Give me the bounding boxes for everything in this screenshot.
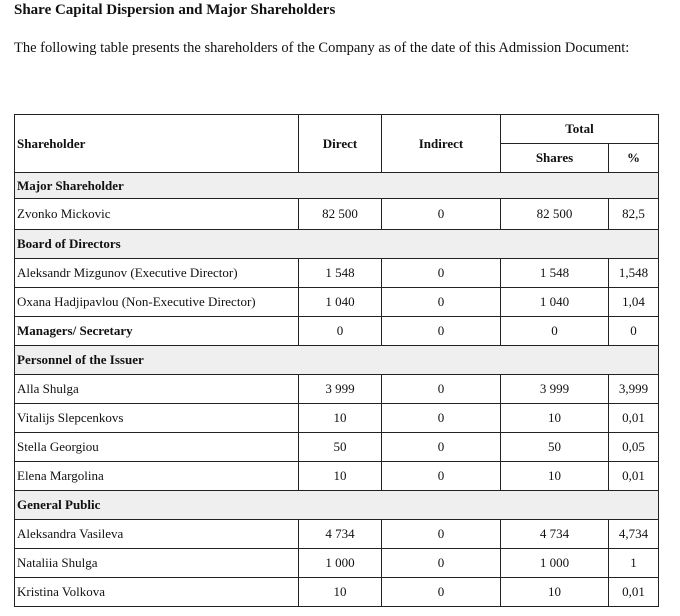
cell-name: Kristina Volkova <box>15 578 299 607</box>
cell-direct: 10 <box>299 578 382 607</box>
section-personnel-label: Personnel of the Issuer <box>15 346 659 375</box>
table-row <box>15 433 659 462</box>
cell-indirect: 0 <box>382 549 501 578</box>
cell-direct: 10 <box>299 462 382 491</box>
cell-percent: 0,01 <box>609 404 659 433</box>
cell-indirect: 0 <box>382 578 501 607</box>
cell-direct: 50 <box>299 433 382 462</box>
cell-direct: 4 734 <box>299 520 382 549</box>
cell-shares: 1 000 <box>501 549 609 578</box>
table-row <box>15 520 659 549</box>
cell-indirect: 0 <box>382 375 501 404</box>
cell-direct: 3 999 <box>299 375 382 404</box>
table-row <box>15 259 659 288</box>
cell-indirect: 0 <box>382 288 501 317</box>
intro-paragraph: The following table presents the shareholders of the Company as of the date of this Admission Document: <box>14 40 630 56</box>
cell-percent: 82,5 <box>609 199 659 230</box>
header-indirect: Indirect <box>382 115 501 173</box>
cell-indirect: 0 <box>382 404 501 433</box>
section-row <box>15 230 659 259</box>
section-row <box>15 173 659 199</box>
cell-name: Stella Georgiou <box>15 433 299 462</box>
cell-shares: 0 <box>501 317 609 346</box>
header-total: Total <box>501 115 659 144</box>
cell-indirect: 0 <box>382 433 501 462</box>
cell-percent: 0,01 <box>609 462 659 491</box>
cell-name: Oxana Hadjipavlou (Non-Executive Director) <box>15 288 299 317</box>
cell-name: Nataliia Shulga <box>15 549 299 578</box>
section-major-label: Major Shareholder <box>15 173 659 199</box>
section-public-label: General Public <box>15 491 659 520</box>
cell-direct: 1 040 <box>299 288 382 317</box>
header-percent: % <box>609 144 659 173</box>
header-direct: Direct <box>299 115 382 173</box>
cell-direct: 1 000 <box>299 549 382 578</box>
cell-indirect: 0 <box>382 462 501 491</box>
cell-name: Aleksandr Mizgunov (Executive Director) <box>15 259 299 288</box>
cell-percent: 4,734 <box>609 520 659 549</box>
cell-percent: 0 <box>609 317 659 346</box>
cell-name: Alla Shulga <box>15 375 299 404</box>
cell-percent: 0,05 <box>609 433 659 462</box>
cell-percent: 1 <box>609 549 659 578</box>
cell-direct: 10 <box>299 404 382 433</box>
cell-percent: 0,01 <box>609 578 659 607</box>
shareholders-table <box>14 114 659 607</box>
cell-shares: 82 500 <box>501 199 609 230</box>
cell-direct: 1 548 <box>299 259 382 288</box>
header-shareholder: Shareholder <box>15 115 299 173</box>
cell-shares: 10 <box>501 462 609 491</box>
header-shares: Shares <box>501 144 609 173</box>
cell-shares: 4 734 <box>501 520 609 549</box>
section-heading: Share Capital Dispersion and Major Shareholders <box>14 2 336 18</box>
table-row <box>15 317 659 346</box>
cell-percent: 1,548 <box>609 259 659 288</box>
cell-shares: 50 <box>501 433 609 462</box>
cell-shares: 1 548 <box>501 259 609 288</box>
table-row <box>15 199 659 230</box>
cell-percent: 3,999 <box>609 375 659 404</box>
cell-direct: 0 <box>299 317 382 346</box>
cell-name: Managers/ Secretary <box>15 317 299 346</box>
table-row <box>15 288 659 317</box>
section-board-label: Board of Directors <box>15 230 659 259</box>
cell-shares: 10 <box>501 578 609 607</box>
section-row <box>15 346 659 375</box>
cell-name: Elena Margolina <box>15 462 299 491</box>
table-row <box>15 462 659 491</box>
cell-direct: 82 500 <box>299 199 382 230</box>
cell-name: Aleksandra Vasileva <box>15 520 299 549</box>
table-row <box>15 404 659 433</box>
table-row <box>15 549 659 578</box>
cell-indirect: 0 <box>382 199 501 230</box>
cell-shares: 10 <box>501 404 609 433</box>
cell-shares: 3 999 <box>501 375 609 404</box>
section-row <box>15 491 659 520</box>
cell-percent: 1,04 <box>609 288 659 317</box>
cell-shares: 1 040 <box>501 288 609 317</box>
cell-name: Zvonko Mickovic <box>15 199 299 230</box>
cell-indirect: 0 <box>382 520 501 549</box>
cell-name: Vitalijs Slepcenkovs <box>15 404 299 433</box>
cell-indirect: 0 <box>382 259 501 288</box>
table-row <box>15 375 659 404</box>
cell-indirect: 0 <box>382 317 501 346</box>
table-row <box>15 578 659 607</box>
